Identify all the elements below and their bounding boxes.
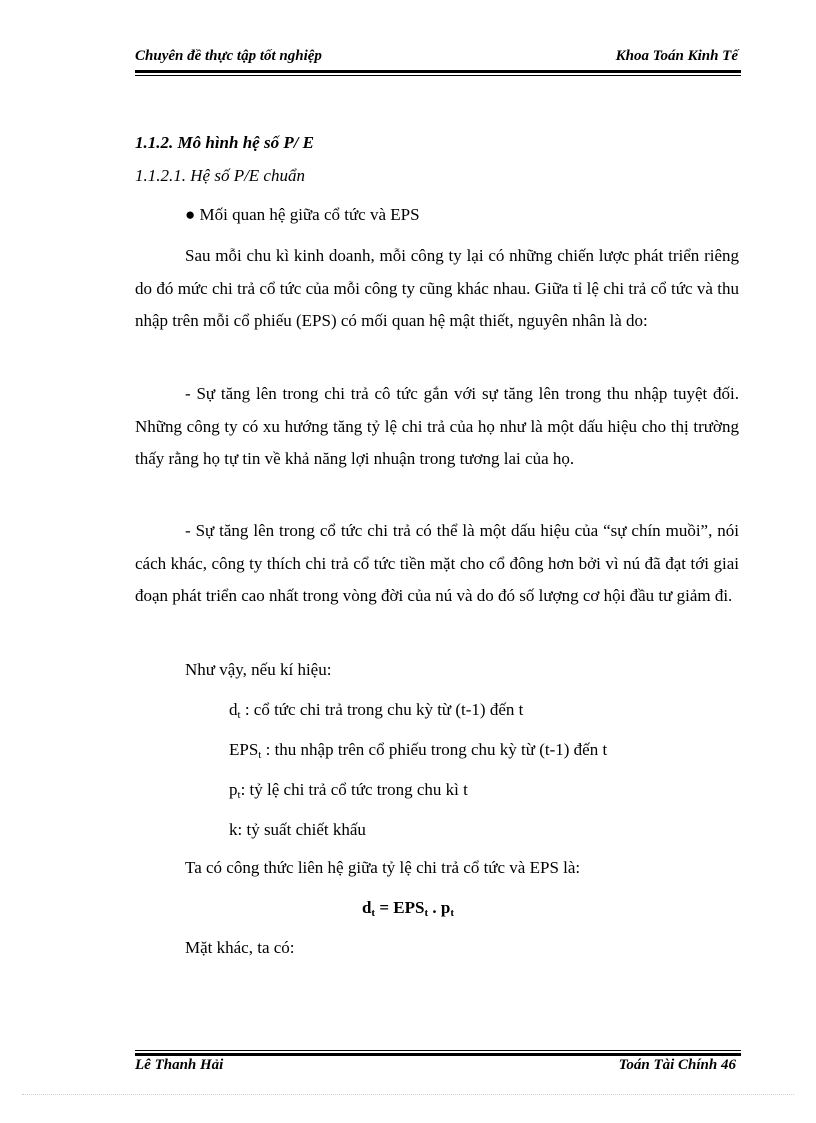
notation-intro: Như vậy, nếu kí hiệu: — [185, 660, 332, 679]
footer-page-info: Toán Tài Chính 46 — [618, 1057, 736, 1073]
footer-rule-thin — [135, 1050, 741, 1051]
footer-rule-thick — [135, 1053, 741, 1056]
formula: $d_t = EPS_t$ . $p_t$ — [361, 898, 455, 919]
section-heading: 1.1.2. Mô hình hệ số P/ E — [135, 133, 315, 152]
paragraph: - Sự tăng lên trong cổ tức chi trả có thể là một dấu hiệu của “sự chín muồi”, nói cách khác, công ty thích chi trả cổ tức tiền mặt cho cổ đông hơn bởi vì nú đã đạt tới giai đoạn phát triển cao nhất trong vòng đời của nú và do đó số lượng cơ hội đầu tư giảm đi. — [135, 521, 739, 605]
formula-intro: Ta có công thức liên hệ giữa tỷ lệ chi trả cổ tức và EPS là: — [185, 858, 581, 877]
subsection-heading: 1.1.2.1. Hệ số P/E chuẩn — [135, 166, 305, 185]
page-edge-divider — [22, 1094, 794, 1095]
bullet-icon: ● — [185, 205, 196, 224]
paragraph: Sau mỗi chu kì kinh doanh, mỗi công ty lại có những chiến lược phát triển riêng do đó mức chi trả cổ tức của mỗi công ty cũng khác nhau. Giữa tỉ lệ chi trả cổ tức và thu nhập trên mỗi cổ phiếu (EPS) có mối quan hệ mật thiết, nguyên nhân là do: — [135, 246, 739, 330]
paragraph: - Sự tăng lên trong chi trả cô tức gắn với sự tăng lên trong thu nhập tuyệt đối. Những công ty có xu hướng tăng tỷ lệ chi trả của họ như là một dấu hiệu cho thị trường thấy rằng họ tự tin về khả năng lợi nhuận trong tương lai của họ. — [135, 384, 739, 468]
bullet-text: Mối quan hệ giữa cổ tức và EPS — [199, 205, 420, 224]
header-department: Khoa Toán Kinh Tế — [615, 48, 738, 64]
definition-item: $EPS_t$ : thu nhập trên cổ phiếu trong chu kỳ từ (t-1) đến t — [229, 740, 608, 761]
header-rule-thick — [135, 70, 741, 73]
closing-line: Mặt khác, ta có: — [185, 938, 295, 957]
header-title: Chuyên đề thực tập tốt nghiệp — [135, 48, 322, 64]
definition-item: k: tỷ suất chiết khấu — [229, 820, 366, 839]
page-header — [135, 48, 741, 70]
definition-item: $p_t$: tỷ lệ chi trả cổ tức trong chu kì t — [229, 780, 468, 801]
bullet-item — [185, 205, 420, 225]
header-rule-thin — [135, 75, 741, 76]
definition-item: $d_t$ : cổ tức chi trả trong chu kỳ từ (t-1) đến t — [229, 700, 524, 721]
footer-author: Lê Thanh Hải — [135, 1057, 224, 1073]
